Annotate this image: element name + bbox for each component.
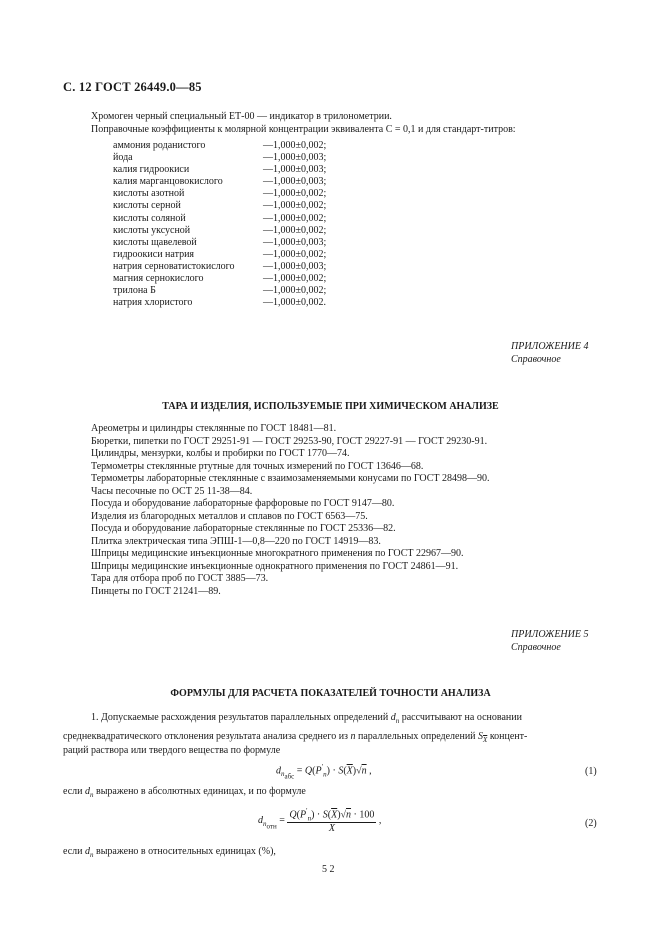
formula-1: $d_{n_{абс}} = Q(P'_n) \cdot S(\overline{X})√n$ ,	[276, 763, 372, 781]
equipment-list-item: Плитка электрическая типа ЭПШ-1—0,8—220 по ГОСТ 14919—83.	[91, 535, 381, 547]
between-text-b: выражено в абсолютных единицах, и по формуле	[95, 786, 306, 797]
coefficient-row	[113, 249, 326, 261]
coefficient-value: —1,000±0,002;	[263, 273, 327, 285]
formula-2: $d_{n_{отн}}$ = $\frac{Q(P'_n) \cdot S(\overline{X})√n \cdot 100}{X}$ ,	[258, 807, 382, 835]
coefficient-row	[113, 140, 326, 152]
symbol-n: n	[350, 731, 356, 742]
coefficient-name: натрия серноватистокислого	[113, 260, 235, 272]
para-1-line-3: раций раствора или твердого вещества по формуле	[63, 745, 281, 756]
intro-line-2: Поправочные коэффициенты к молярной концентрации эквивалента С = 0,1 и для стандарт-титров:	[91, 124, 516, 135]
equipment-list-item: Изделия из благородных металлов и сплавов по ГОСТ 6563—75.	[91, 510, 368, 522]
coefficient-name: кислоты соляной	[113, 212, 186, 224]
coefficients-table	[113, 140, 326, 309]
coefficient-name: аммония роданистого	[113, 140, 206, 151]
intro-line-1: Хромоген черный специальный ЕТ-00 — индикатор в трилонометрии.	[91, 111, 392, 122]
para-1-text-b: рассчитывают на основании	[401, 712, 522, 723]
coefficient-row	[113, 237, 326, 249]
coefficient-row	[113, 297, 326, 309]
coefficient-value: —1,000±0,003;	[263, 236, 327, 248]
between-text-a: если	[63, 786, 83, 797]
coefficient-value: —1,000±0,002;	[263, 248, 327, 260]
coefficient-value: —1,000±0,002.	[263, 297, 326, 309]
page-header: С. 12 ГОСТ 26449.0—85	[63, 80, 202, 94]
appendix-4-title: ТАРА И ИЗДЕЛИЯ, ИСПОЛЬЗУЕМЫЕ ПРИ ХИМИЧЕСКОМ АНАЛИЗЕ	[162, 401, 499, 412]
para-1-line-1	[91, 711, 522, 728]
para-1-text-d: параллельных определений	[358, 731, 476, 742]
equipment-list-item: Цилиндры, мензурки, колбы и пробирки по ГОСТ 1770—74.	[91, 448, 350, 459]
equipment-list-item: Часы песочные по ОСТ 25 11-38—84.	[91, 485, 253, 497]
coefficient-name: калия марганцовокислого	[113, 176, 223, 188]
coefficient-row	[113, 164, 326, 176]
coefficient-row	[113, 285, 326, 297]
coefficient-value: —1,000±0,002;	[263, 140, 327, 151]
coefficient-row	[113, 176, 326, 188]
coefficient-name: кислоты азотной	[113, 188, 185, 200]
para-1-text-e: концент-	[489, 731, 528, 742]
appendix-5-label: ПРИЛОЖЕНИЕ 5	[511, 629, 589, 640]
appendix-5-title: ФОРМУЛЫ ДЛЯ РАСЧЕТА ПОКАЗАТЕЛЕЙ ТОЧНОСТИ АНАЛИЗА	[170, 688, 491, 699]
coefficient-row	[113, 200, 326, 212]
after-text-b: выражено в относительных единицах (%),	[95, 846, 276, 857]
equipment-list-item: Шприцы медицинские инъекционные однократного применения по ГОСТ 24861—91.	[91, 560, 459, 572]
coefficient-name: кислоты серной	[113, 200, 181, 212]
symbol-dn-3: $d_n$	[84, 846, 94, 859]
coefficient-row	[113, 261, 326, 273]
coefficient-row	[113, 225, 326, 237]
coefficient-name: кислоты уксусной	[113, 224, 191, 236]
coefficient-value: —1,000±0,003;	[263, 164, 327, 176]
equipment-list-item: Ареометры и цилиндры стеклянные по ГОСТ 18481—81.	[91, 423, 337, 434]
coefficient-value: —1,000±0,002;	[263, 188, 327, 200]
coefficient-name: гидроокиси натрия	[113, 248, 195, 260]
coefficient-name: калия гидроокиси	[113, 164, 190, 176]
text-between-formulas	[63, 785, 306, 802]
coefficient-name: йода	[113, 152, 133, 164]
coefficient-row	[113, 273, 326, 285]
coefficient-row	[113, 188, 326, 200]
appendix-4-note: Справочное	[511, 354, 561, 365]
coefficient-value: —1,000±0,003;	[263, 176, 327, 188]
symbol-sx: $S_{\overline{X}}$	[478, 731, 488, 744]
appendix-5-note: Справочное	[511, 642, 561, 653]
equipment-list-item: Тара для отбора проб по ГОСТ 3885—73.	[91, 573, 269, 584]
coefficient-value: —1,000±0,002;	[263, 224, 327, 236]
equipment-list-item: Термометры лабораторные стеклянные с взаимозаменяемыми конусами по ГОСТ 28498—90.	[91, 473, 490, 484]
coefficient-name: кислоты щавелевой	[113, 236, 197, 248]
equation-2-number: (2)	[585, 818, 597, 829]
after-text-a: если	[63, 846, 83, 857]
coefficient-name: трилона Б	[113, 285, 156, 297]
equipment-list-item: Бюретки, пипетки по ГОСТ 29251-91 — ГОСТ 29253-90, ГОСТ 29227-91 — ГОСТ 29230-91.	[91, 435, 488, 447]
equipment-list-item: Посуда и оборудование лабораторные стеклянные по ГОСТ 25336—82.	[91, 523, 396, 534]
coefficient-name: натрия хлористого	[113, 297, 193, 309]
equipment-list-item: Пинцеты по ГОСТ 21241—89.	[91, 585, 221, 597]
equipment-list	[91, 423, 490, 598]
coefficient-value: —1,000±0,002;	[263, 200, 327, 212]
symbol-dn: $d_n$	[390, 712, 400, 725]
coefficient-value: —1,000±0,002;	[263, 212, 327, 224]
coefficient-row	[113, 213, 326, 225]
symbol-dn-2: $d_n$	[84, 786, 94, 799]
coefficient-value: —1,000±0,003;	[263, 260, 327, 272]
coefficient-name: магния сернокислого	[113, 273, 204, 285]
coefficient-row	[113, 152, 326, 164]
page-number: 5 2	[322, 864, 335, 875]
coefficient-value: —1,000±0,002;	[263, 285, 327, 297]
equipment-list-item: Термометры стеклянные ртутные для точных измерений по ГОСТ 13646—68.	[91, 460, 424, 472]
equipment-list-item: Посуда и оборудование лабораторные фарфоровые по ГОСТ 9147—80.	[91, 498, 395, 509]
equipment-list-item: Шприцы медицинские инъекционные многократного применения по ГОСТ 22967—90.	[91, 548, 464, 559]
text-after-formulas	[63, 845, 276, 862]
para-1-text-c: среднеквадратического отклонения результата анализа среднего из	[63, 731, 348, 742]
equation-1-number: (1)	[585, 766, 597, 777]
appendix-4-label: ПРИЛОЖЕНИЕ 4	[511, 341, 589, 352]
coefficient-value: —1,000±0,003;	[263, 152, 327, 164]
para-1-text-a: 1. Допускаемые расхождения результатов параллельных определений	[91, 712, 389, 723]
